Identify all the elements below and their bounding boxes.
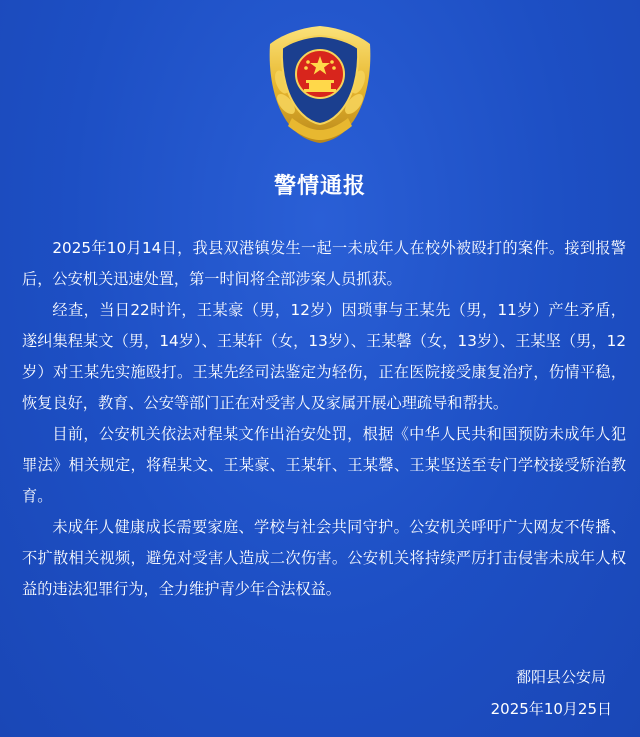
police-emblem-icon (262, 22, 378, 144)
issue-date: 2025年10月25日 (490, 700, 612, 718)
paragraph-3: 目前，公安机关依法对程某文作出治安处罚，根据《中华人民共和国预防未成年人犯罪法》相关规定，将程某文、王某豪、王某轩、王某馨、王某坚送至专门学校接受矫治教育。 (22, 425, 626, 505)
issuing-organization: 鄱阳县公安局 (515, 668, 606, 686)
notice-body (22, 233, 626, 605)
page-title: 警情通报 (273, 174, 366, 199)
paragraph-4: 未成年人健康成长需要家庭、学校与社会共同守护。公安机关呼吁广大网友不传播、不扩散相关视频，避免对受害人造成二次伤害。公安机关将持续严厉打击侵害未成年人权益的违法犯罪行为，全力维护青少年合法权益。 (22, 518, 626, 598)
paragraph-1: 2025年10月14日，我县双港镇发生一起一未成年人在校外被殴打的案件。接到报警后，公安机关迅速处置，第一时间将全部涉案人员抓获。 (22, 239, 626, 288)
paragraph-2: 经查，当日22时许，王某豪（男，12岁）因琐事与王某先（男，11岁）产生矛盾，遂纠集程某文（男，14岁）、王某轩（女，13岁）、王某馨（女，13岁）、王某坚（男，12岁）对王某先实施殴打。王某先经司法鉴定为轻伤，正在医院接受康复治疗，伤情平稳，恢复良好，教育、公安等部门正在对受害人及家属开展心理疏导和帮扶。 (22, 301, 626, 412)
